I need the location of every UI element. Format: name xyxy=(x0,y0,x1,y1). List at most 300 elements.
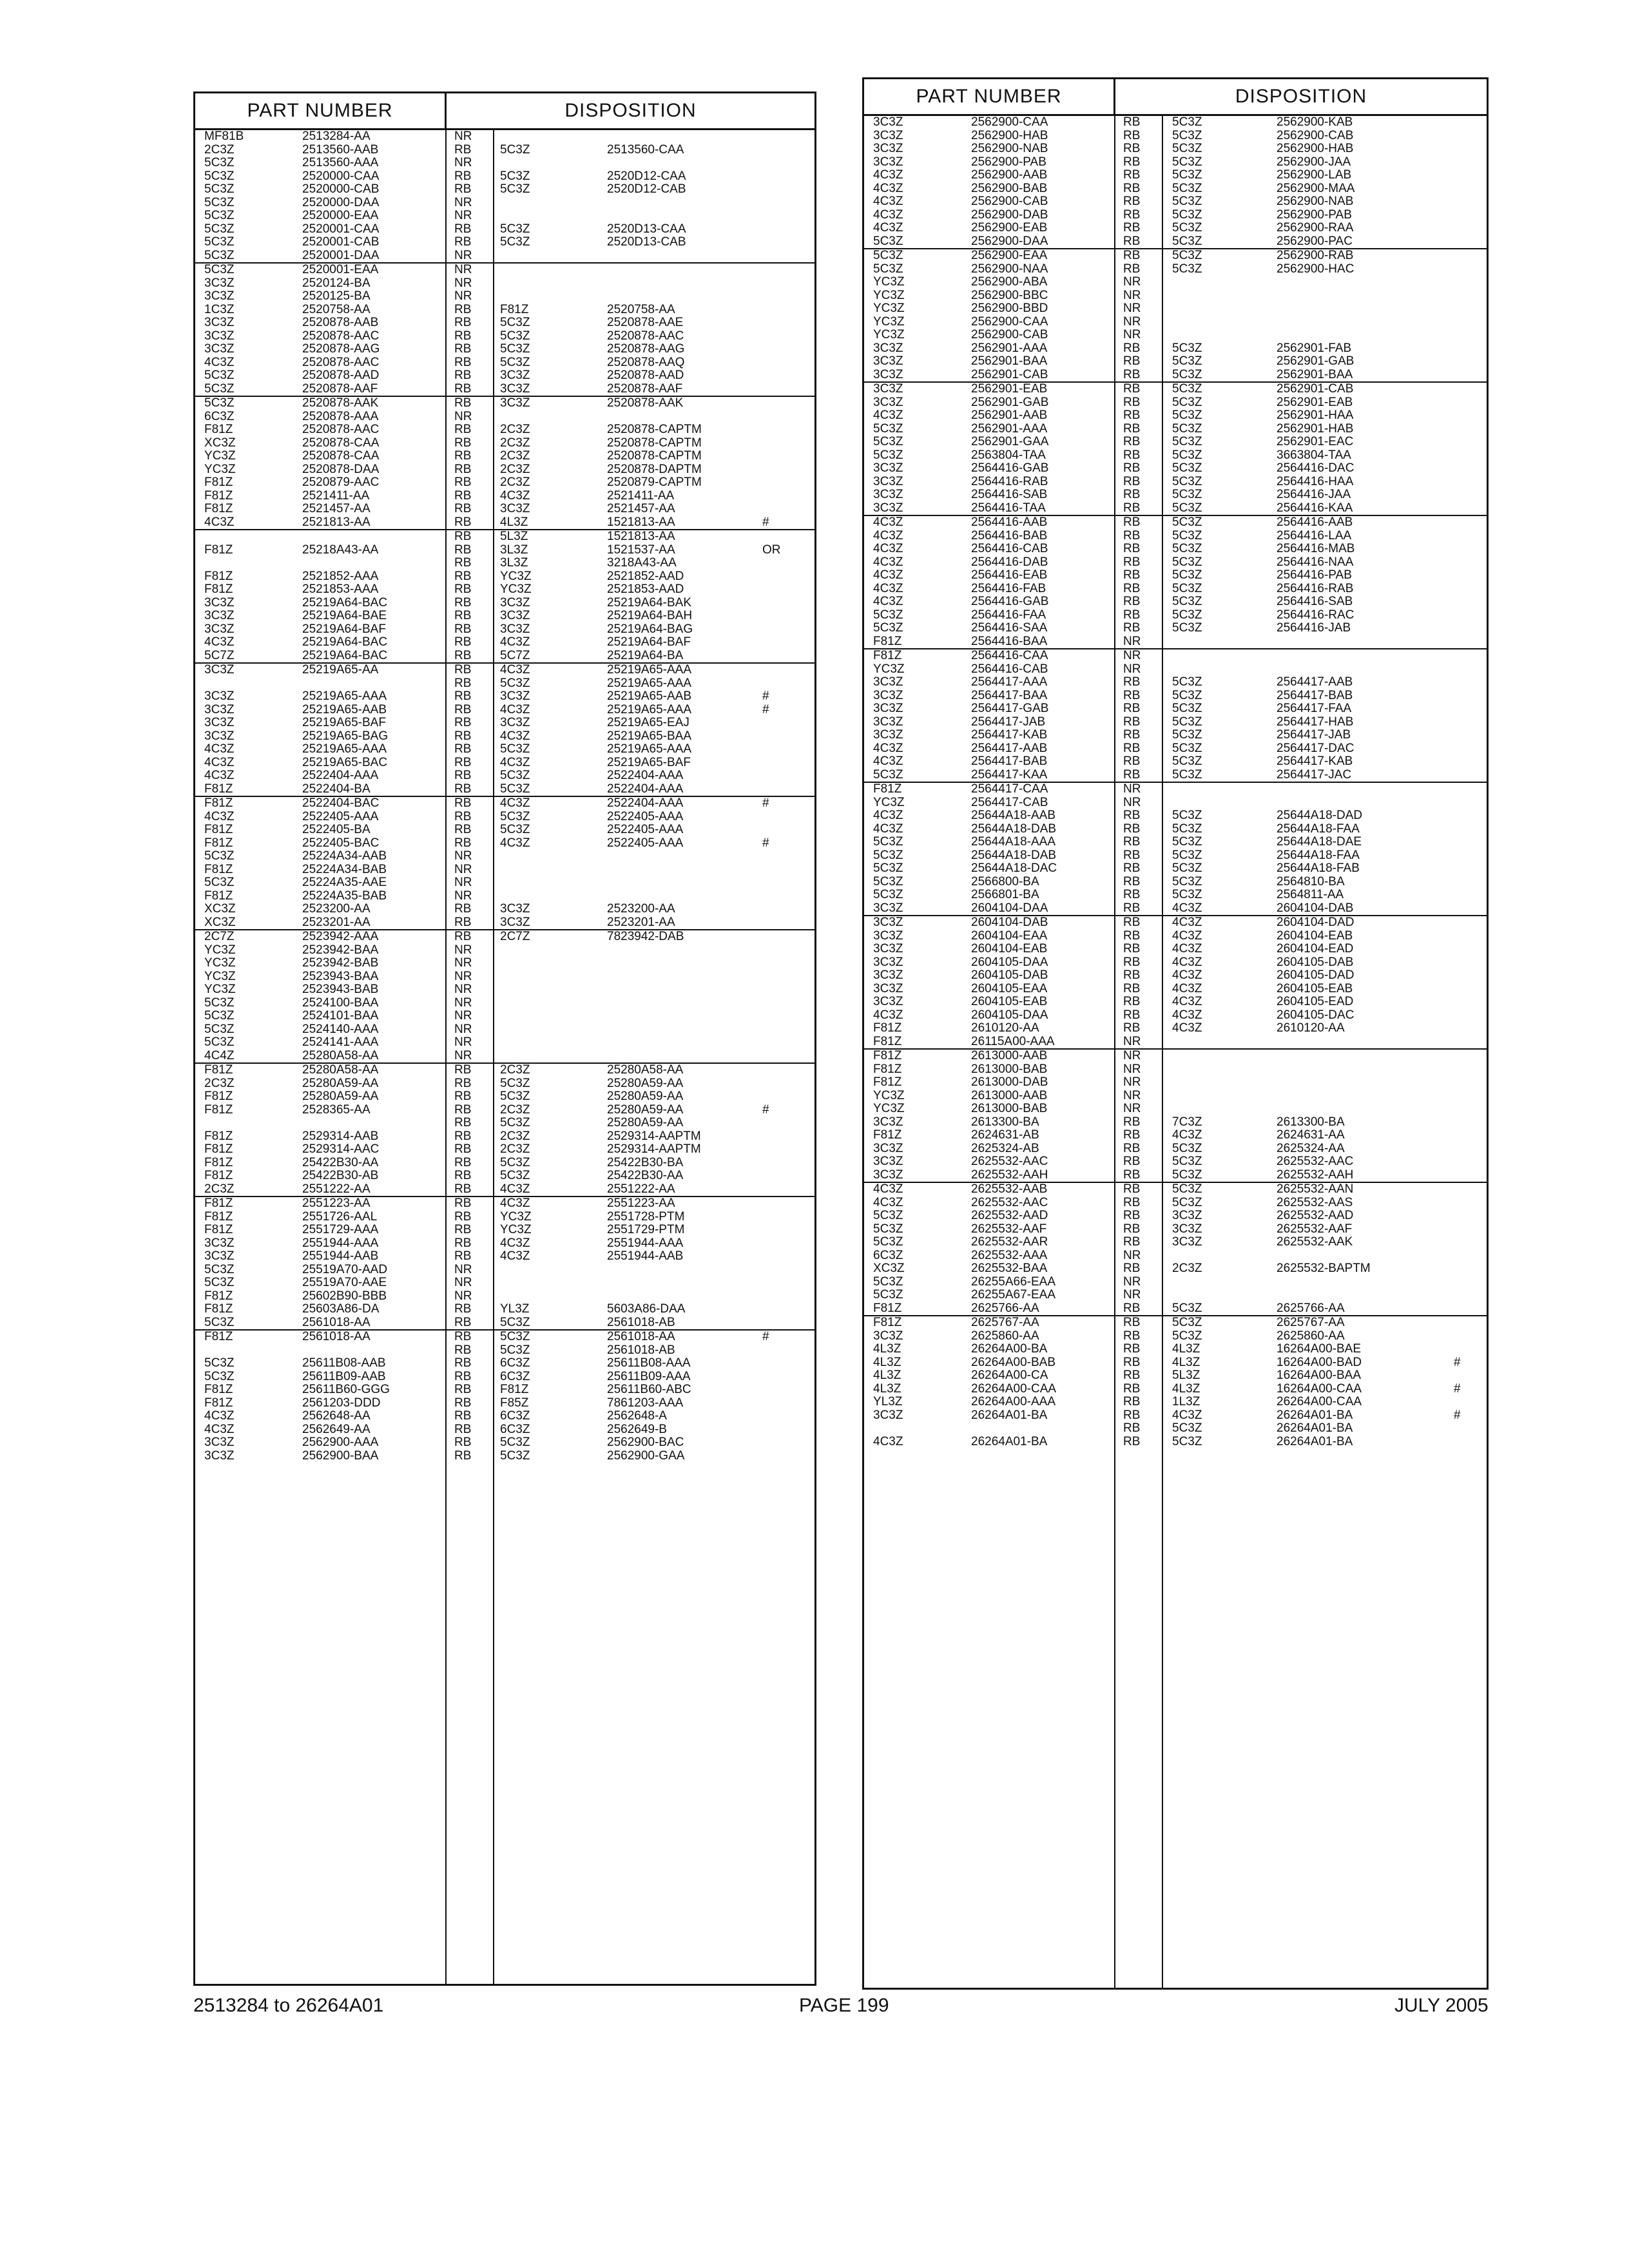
prefix: 3C3Z xyxy=(873,1329,903,1343)
table-row xyxy=(195,997,815,1010)
table-row xyxy=(864,956,1487,970)
new-part-number: 2561018-AA xyxy=(607,1330,675,1343)
prefix: 5C3Z xyxy=(873,861,903,875)
new-part-number: 2520879-CAPTM xyxy=(607,476,702,489)
table-row xyxy=(864,1276,1487,1289)
prefix: YC3Z xyxy=(204,462,236,476)
prefix: F81Z xyxy=(204,1063,233,1077)
part-number: 25280A59-AA xyxy=(302,1090,379,1103)
table-row xyxy=(195,837,815,850)
table-row xyxy=(195,903,815,916)
table-row xyxy=(864,182,1487,196)
disposition-code: NR xyxy=(1123,662,1141,676)
prefix: 5C3Z xyxy=(873,249,903,262)
prefix: F81Z xyxy=(204,1289,233,1303)
table-row xyxy=(864,569,1487,582)
prefix: F81Z xyxy=(873,634,902,648)
new-part-number: 2520878-AAK xyxy=(607,396,684,410)
new-part-number: 25280A59-AA xyxy=(607,1076,684,1090)
new-part-number: 2520878-AAD xyxy=(607,369,684,382)
part-number: 2523201-AA xyxy=(302,915,371,929)
table-row xyxy=(864,995,1487,1009)
new-part-number: 2562900-HAC xyxy=(1277,262,1354,276)
prefix: 3C3Z xyxy=(873,382,903,396)
new-part-number: 3218A43-AA xyxy=(607,556,677,570)
row-group xyxy=(195,264,815,397)
table-row xyxy=(195,704,815,717)
table-row xyxy=(195,1383,815,1397)
part-number: 2604104-EAB xyxy=(971,942,1048,956)
new-prefix: 5C3Z xyxy=(1172,528,1202,543)
disposition-code: RB xyxy=(454,676,472,690)
disposition-code: RB xyxy=(454,169,472,183)
new-prefix: 4L3Z xyxy=(500,515,528,529)
table-row xyxy=(195,183,815,197)
disposition-code: RB xyxy=(1123,1168,1141,1182)
part-number: 25644A18-DAB xyxy=(971,822,1057,836)
prefix: 5C3Z xyxy=(873,1235,903,1249)
part-number: 2625532-AAC xyxy=(971,1195,1048,1209)
prefix: 5C3Z xyxy=(204,381,235,396)
new-prefix: 3C3Z xyxy=(500,622,530,636)
new-prefix: 3L3Z xyxy=(500,543,528,557)
part-number: 2564416-TAA xyxy=(971,501,1046,515)
disposition-code: RB xyxy=(1123,1369,1141,1382)
part-number: 2524140-AAA xyxy=(302,1022,379,1036)
part-number: 2613000-AAB xyxy=(971,1049,1048,1062)
table-row xyxy=(195,623,815,637)
part-number: 2521813-AA xyxy=(302,515,371,529)
table-row xyxy=(864,836,1487,849)
table-row xyxy=(195,1117,815,1130)
new-prefix: 5C3Z xyxy=(1172,675,1202,689)
part-number: 2562900-CAA xyxy=(971,314,1048,329)
new-prefix: 5C3Z xyxy=(500,235,530,249)
prefix: 4C3Z xyxy=(873,1434,903,1448)
note: # xyxy=(1454,1408,1461,1422)
part-number: 2520878-AAG xyxy=(302,342,380,356)
part-number: 2520878-AAC xyxy=(302,423,380,436)
new-prefix: 5C3Z xyxy=(1172,1195,1202,1209)
new-part-number: 2522405-AAA xyxy=(607,823,684,836)
part-number-header: PART NUMBER xyxy=(195,93,447,128)
new-part-number: 2562901-CAB xyxy=(1277,382,1354,396)
table-row xyxy=(195,756,815,770)
part-number: 2613000-BAB xyxy=(971,1102,1048,1115)
new-part-number: 2564416-NAA xyxy=(1277,555,1354,569)
new-prefix: 4C3Z xyxy=(1172,901,1202,915)
new-prefix: 5C3Z xyxy=(1172,115,1202,129)
disposition-code: RB xyxy=(454,836,472,850)
table-row xyxy=(195,730,815,744)
prefix: 4C3Z xyxy=(873,1195,903,1209)
new-prefix: 5C3Z xyxy=(1172,1182,1202,1196)
table-row xyxy=(864,796,1487,810)
table-row xyxy=(864,329,1487,342)
new-part-number: 2529314-AAPTM xyxy=(607,1129,701,1143)
table-row xyxy=(864,516,1487,530)
disposition-code: RB xyxy=(454,235,472,249)
table-row xyxy=(864,1022,1487,1035)
new-part-number: 2604105-EAB xyxy=(1277,981,1353,995)
new-prefix: 4C3Z xyxy=(1172,1128,1202,1142)
prefix: 4L3Z xyxy=(873,1342,901,1356)
table-row xyxy=(864,983,1487,996)
disposition-code: NR xyxy=(454,195,472,209)
table-row xyxy=(864,755,1487,769)
disposition-code: RB xyxy=(1123,715,1141,729)
disposition-code: RB xyxy=(454,1129,472,1143)
table-row xyxy=(864,1436,1487,1449)
new-prefix: 2C3Z xyxy=(500,476,530,489)
part-number: 2562900-CAA xyxy=(971,115,1048,129)
table-row xyxy=(864,1102,1487,1116)
new-part-number: 25611B09-AAA xyxy=(607,1369,691,1383)
table-row xyxy=(864,1116,1487,1129)
disposition-code: RB xyxy=(1123,262,1141,276)
table-row xyxy=(195,1410,815,1423)
prefix: 5C3Z xyxy=(873,888,903,901)
table-row xyxy=(864,142,1487,156)
part-number: 25422B30-AB xyxy=(302,1169,379,1182)
table-row xyxy=(195,1130,815,1144)
new-part-number: 25644A18-FAA xyxy=(1277,822,1360,836)
new-part-number: 25219A65-AAA xyxy=(607,676,691,690)
disposition-code: RB xyxy=(454,182,472,196)
table-row xyxy=(864,849,1487,863)
prefix: 5C3Z xyxy=(873,621,903,635)
new-prefix: 2C3Z xyxy=(500,449,530,463)
part-number: 2562901-AAB xyxy=(971,408,1048,422)
new-prefix: YC3Z xyxy=(500,582,532,596)
new-part-number: 2564417-KAB xyxy=(1277,754,1353,768)
disposition-code: RB xyxy=(454,142,472,157)
table-row xyxy=(864,1196,1487,1210)
disposition-code: RB xyxy=(1123,728,1141,742)
part-number: 2521457-AA xyxy=(302,502,371,515)
new-prefix: 5C3Z xyxy=(1172,367,1202,381)
disposition-code: RB xyxy=(1123,861,1141,875)
prefix: YC3Z xyxy=(204,943,236,957)
new-part-number: 2520878-CAPTM xyxy=(607,436,702,450)
new-prefix: 5C7Z xyxy=(500,648,530,662)
prefix: 3C3Z xyxy=(873,688,903,702)
part-number: 2613000-BAB xyxy=(971,1062,1048,1076)
part-number: 2562900-NAB xyxy=(971,142,1048,155)
part-number: 26264A00-BA xyxy=(971,1342,1048,1356)
table-row xyxy=(864,1035,1487,1049)
new-part-number: 25644A18-DAE xyxy=(1277,835,1362,849)
table-row xyxy=(195,783,815,796)
disposition-code: RB xyxy=(1123,155,1141,169)
table-row xyxy=(864,130,1487,143)
prefix: XC3Z xyxy=(204,915,236,929)
new-part-number: 2564416-DAC xyxy=(1277,461,1354,475)
new-part-number: 2520878-CAPTM xyxy=(607,423,702,436)
new-part-number: 25422B30-AA xyxy=(607,1169,684,1182)
disposition-code: RB xyxy=(1123,234,1141,248)
disposition-code: RB xyxy=(1123,1128,1141,1142)
part-number: 25611B60-GGG xyxy=(302,1383,390,1396)
new-part-number: 2562900-PAC xyxy=(1277,234,1353,248)
disposition-code: NR xyxy=(1123,782,1141,796)
new-prefix: 3C3Z xyxy=(1172,1209,1202,1222)
part-number: 2522404-BAC xyxy=(302,796,380,810)
part-number: 2564416-BAB xyxy=(971,528,1048,543)
prefix: 3C3Z xyxy=(873,1408,903,1422)
part-number: 25422B30-AA xyxy=(302,1155,379,1169)
new-prefix: 5C3Z xyxy=(500,1343,530,1357)
new-part-number: 2551222-AA xyxy=(607,1182,675,1196)
new-part-number: 25611B60-ABC xyxy=(607,1383,691,1396)
new-prefix: 5C3Z xyxy=(1172,608,1202,622)
prefix: 5C3Z xyxy=(204,156,235,169)
disposition-code: RB xyxy=(454,543,472,557)
prefix: 3C3Z xyxy=(204,1249,235,1263)
new-prefix: 4C3Z xyxy=(500,1196,530,1210)
table-row xyxy=(864,769,1487,782)
part-number: 2610120-AA xyxy=(971,1021,1039,1035)
table-row xyxy=(864,556,1487,570)
new-prefix: 4C3Z xyxy=(1172,916,1202,929)
prefix: F81Z xyxy=(204,1169,233,1182)
disposition-code: NR xyxy=(454,209,472,222)
new-prefix: 1L3Z xyxy=(1172,1395,1200,1408)
part-number: 26264A00-BAB xyxy=(971,1355,1055,1369)
table-row xyxy=(195,437,815,450)
new-part-number: 3663804-TAA xyxy=(1277,448,1351,462)
prefix: 5C3Z xyxy=(873,1274,903,1289)
table-row xyxy=(864,1050,1487,1063)
new-part-number: 2562900-PAB xyxy=(1277,207,1352,222)
new-part-number: 2604105-DAC xyxy=(1277,1008,1354,1022)
disposition-code: RB xyxy=(1123,1008,1141,1022)
table-row xyxy=(195,264,815,277)
part-number: 25603A86-DA xyxy=(302,1302,380,1316)
new-prefix: 5C3Z xyxy=(1172,221,1202,235)
new-part-number: 2522404-AAA xyxy=(607,782,684,796)
disposition-code: RB xyxy=(454,769,472,782)
new-prefix: 5C3Z xyxy=(500,1076,530,1090)
prefix: 5C3Z xyxy=(204,1022,235,1036)
part-number: 2625860-AA xyxy=(971,1329,1039,1343)
new-prefix: 4C3Z xyxy=(500,1182,530,1196)
disposition-code: RB xyxy=(454,502,472,515)
table-row xyxy=(195,1197,815,1211)
table-row xyxy=(864,1129,1487,1142)
new-prefix: 5C3Z xyxy=(500,676,530,690)
table-row xyxy=(195,476,815,490)
new-prefix: 4C3Z xyxy=(500,635,530,649)
note: # xyxy=(762,515,769,529)
table-row xyxy=(195,1090,815,1104)
table-row xyxy=(864,1369,1487,1383)
prefix: YC3Z xyxy=(873,1088,905,1102)
new-part-number: 2521852-AAD xyxy=(607,569,684,583)
prefix: 5C3Z xyxy=(204,248,235,262)
row-group xyxy=(864,116,1487,249)
prefix: 3C3Z xyxy=(204,316,235,329)
prefix: 5C3Z xyxy=(204,1356,235,1370)
table-row xyxy=(864,595,1487,609)
table-row xyxy=(195,236,815,249)
prefix: F81Z xyxy=(204,488,233,503)
prefix: 4C4Z xyxy=(204,1048,235,1062)
disposition-code: RB xyxy=(1123,995,1141,1008)
part-number: 2564416-AAB xyxy=(971,515,1048,529)
part-number: 2562901-AAA xyxy=(971,341,1048,355)
table-row xyxy=(195,1436,815,1450)
prefix: 3C3Z xyxy=(873,901,903,915)
new-part-number: 2521457-AA xyxy=(607,502,675,515)
new-part-number: 25611B08-AAA xyxy=(607,1356,691,1370)
disposition-code: RB xyxy=(454,1343,472,1357)
disposition-code: RB xyxy=(454,530,472,543)
new-prefix: 5C3Z xyxy=(1172,382,1202,396)
new-part-number: 2564416-RAC xyxy=(1277,608,1354,622)
prefix: 3C3Z xyxy=(873,142,903,155)
part-number: 2625532-AAR xyxy=(971,1235,1048,1249)
prefix: 5C3Z xyxy=(873,1222,903,1236)
disposition-code: RB xyxy=(1123,461,1141,475)
new-prefix: 5C3Z xyxy=(500,1330,530,1343)
part-number: 2522405-AAA xyxy=(302,809,379,823)
prefix: F81Z xyxy=(873,649,902,662)
disposition-code: RB xyxy=(1123,1141,1141,1155)
row-group xyxy=(195,530,815,664)
new-prefix: 7C3Z xyxy=(1172,1115,1202,1129)
table-row xyxy=(864,289,1487,303)
new-prefix: 5C3Z xyxy=(1172,448,1202,462)
table-row xyxy=(864,1302,1487,1316)
table-row xyxy=(864,396,1487,410)
new-part-number: 2625532-AAD xyxy=(1277,1209,1354,1222)
part-number: 2523942-BAB xyxy=(302,956,379,970)
disposition-code: RB xyxy=(454,396,472,410)
table-row xyxy=(195,636,815,649)
new-prefix: 4C3Z xyxy=(1172,928,1202,943)
prefix: 3C3Z xyxy=(873,942,903,956)
disposition-code: RB xyxy=(454,1196,472,1210)
new-prefix: 5C3Z xyxy=(1172,688,1202,702)
new-part-number: 7861203-AAA xyxy=(607,1396,684,1410)
part-number: 2564416-RAB xyxy=(971,474,1048,488)
disposition-code: RB xyxy=(1123,1195,1141,1209)
table-row xyxy=(864,1262,1487,1276)
prefix: 3C3Z xyxy=(204,289,235,303)
prefix: YC3Z xyxy=(873,314,905,329)
part-number: 2551222-AA xyxy=(302,1182,371,1196)
new-prefix: 3L3Z xyxy=(500,556,528,570)
table-row xyxy=(195,1397,815,1410)
disposition-code: RB xyxy=(454,915,472,929)
table-row xyxy=(195,983,815,997)
prefix: F81Z xyxy=(873,1301,902,1315)
new-part-number: 2562649-B xyxy=(607,1422,667,1436)
part-number: 25280A58-AA xyxy=(302,1063,379,1077)
new-prefix: 5C3Z xyxy=(1172,621,1202,635)
table-row xyxy=(864,1142,1487,1156)
part-number: 2625532-BAA xyxy=(971,1262,1048,1275)
new-part-number: 2523201-AA xyxy=(607,915,675,929)
disposition-code: NR xyxy=(1123,1062,1141,1076)
new-prefix: 3C3Z xyxy=(500,716,530,729)
disposition-code: NR xyxy=(454,943,472,957)
table-row xyxy=(864,635,1487,649)
table-row xyxy=(195,1290,815,1303)
part-number: 2520125-BA xyxy=(302,289,371,303)
new-part-number: 2562648-A xyxy=(607,1409,667,1423)
disposition-code: RB xyxy=(454,369,472,382)
new-prefix: 5C3Z xyxy=(500,329,530,343)
new-prefix: 2C3Z xyxy=(500,423,530,436)
table-row xyxy=(195,1064,815,1077)
new-part-number: 2523200-AA xyxy=(607,902,675,916)
new-prefix: 3C3Z xyxy=(1172,1222,1202,1236)
new-prefix: 4C3Z xyxy=(1172,955,1202,969)
part-number: 2523942-AAA xyxy=(302,930,379,943)
disposition-code: NR xyxy=(454,263,472,276)
table-row xyxy=(195,343,815,356)
part-number: 2613000-AAB xyxy=(971,1088,1048,1102)
disposition-code: RB xyxy=(454,663,472,677)
disposition-code: NR xyxy=(1123,1274,1141,1289)
part-number: 2520878-AAK xyxy=(302,396,379,410)
prefix: YC3Z xyxy=(873,302,905,315)
part-number: 2562900-AAA xyxy=(302,1436,379,1449)
disposition-code: RB xyxy=(1123,754,1141,768)
disposition-code: RB xyxy=(1123,874,1141,889)
new-part-number: 2613300-BA xyxy=(1277,1115,1345,1129)
table-row xyxy=(195,503,815,516)
new-part-number: 2529314-AAPTM xyxy=(607,1142,701,1156)
prefix: 3C3Z xyxy=(204,276,235,290)
disposition-code: RB xyxy=(454,1302,472,1316)
prefix: 3C3Z xyxy=(204,1236,235,1250)
table-row xyxy=(195,1357,815,1370)
part-number: 25644A18-AAA xyxy=(971,835,1055,849)
part-number: 2520878-AAC xyxy=(302,355,380,369)
new-prefix: 2C3Z xyxy=(1172,1262,1202,1275)
new-part-number: 25644A18-FAA xyxy=(1277,848,1360,862)
part-number: 2564416-DAB xyxy=(971,555,1048,569)
part-number: 2562900-EAB xyxy=(971,221,1048,235)
part-number: 2564417-CAB xyxy=(971,795,1048,809)
disposition-code: RB xyxy=(1123,1235,1141,1249)
table-row xyxy=(864,702,1487,716)
part-number: 2561203-DDD xyxy=(302,1396,381,1410)
disposition-code: RB xyxy=(454,355,472,369)
part-number: 2564416-GAB xyxy=(971,595,1049,608)
disposition-code: RB xyxy=(1123,1395,1141,1408)
disposition-code: NR xyxy=(454,248,472,262)
new-prefix: 3C3Z xyxy=(1172,1235,1202,1249)
prefix: 5C3Z xyxy=(204,1009,235,1023)
new-part-number: 2562901-HAB xyxy=(1277,421,1354,436)
part-number: 2562900-BBD xyxy=(971,302,1048,315)
part-number: 2613300-BA xyxy=(971,1115,1039,1129)
new-prefix: 5C3Z xyxy=(500,1169,530,1182)
prefix: 3C3Z xyxy=(873,1141,903,1155)
prefix: 5C3Z xyxy=(204,169,235,183)
disposition-code: RB xyxy=(454,582,472,596)
new-part-number: 2625532-AAC xyxy=(1277,1155,1354,1168)
part-number: 2523200-AA xyxy=(302,902,371,916)
new-prefix: 5C3Z xyxy=(1172,207,1202,222)
new-part-number: 2564417-FAA xyxy=(1277,702,1352,715)
part-number: 2513560-AAB xyxy=(302,142,379,157)
part-number: 2625324-AB xyxy=(971,1141,1039,1155)
